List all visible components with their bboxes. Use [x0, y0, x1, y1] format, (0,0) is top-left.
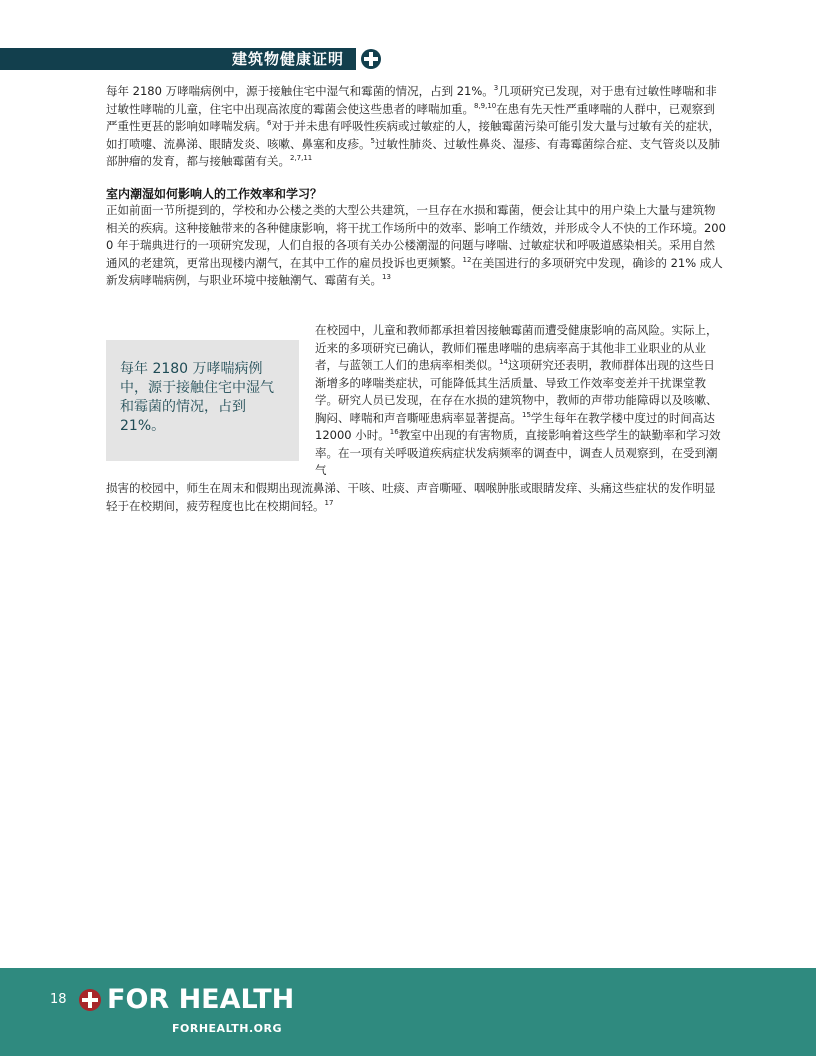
citation: 12 [462, 255, 472, 264]
citation: 6 [267, 119, 272, 128]
plus-circle-icon [360, 48, 382, 70]
paragraph-asthma-mold [106, 83, 726, 171]
paragraph-text: 教室中出现的有害物质，直接影响着这些学生的缺勤率和学习效率。在一项有关呼吸道疾病症状发病频率的调查中，调查人员观察到，在受到潮气 [315, 428, 721, 477]
paragraph-text: 损害的校园中，师生在周末和假期出现流鼻涕、干咳、吐痰、声音嘶哑、咽喉肿胀或眼睛发痒、头痛这些症状的发作明显轻于在校期间，疲劳程度也比在校期间轻。 [106, 481, 716, 513]
paragraph-text: 在美国进行的多项研究中发现，确诊的 21% 成人新发病哮喘病例，与职业环境中接触潮气、霉菌有关。 [106, 255, 723, 287]
paragraph-schools-continued [106, 480, 726, 515]
page-number: 18 [50, 992, 67, 1007]
citation: 16 [389, 428, 399, 437]
paragraph-text: 在患有先天性严重哮喘的人群中，已观察到严重性更甚的影响如哮喘发病。 [106, 101, 715, 133]
paragraph-text: 过敏性肺炎、过敏性鼻炎、湿疹、有毒霉菌综合症、支气管炎以及肺部肿瘤的发育，都与接触霉菌有关。 [106, 136, 720, 168]
section-heading: 室内潮湿如何影响人的工作效率和学习？ [106, 187, 323, 201]
paragraph-text: 正如前面一节所提到的，学校和办公楼之类的大型公共建筑，一旦存在水损和霉菌，便会让其中的用户染上大量与建筑物相关的疾病。这种接触带来的各种健康影响，将干扰工作场所中的效率、影响工作绩效，并形成令人不快的工作环境。2000 年于瑞典进行的一项研究发现，人们自报的各项有关办公楼潮湿的问题与哮喘、过敏症状和呼吸道感染相关。采用自然通风的老建筑，更常出现楼内潮气，在其中工作的雇员投诉也更频繁。 [106, 203, 726, 270]
citation: 17 [324, 498, 334, 507]
paragraph-text: 几项研究已发现，对于患有过敏性哮喘和非过敏性哮喘的儿童，住宅中出现高浓度的霉菌会使这些患者的哮喘加重。 [106, 84, 717, 116]
plus-circle-icon [78, 988, 102, 1012]
citation: 5 [370, 136, 375, 145]
citation: 8,9,10 [474, 101, 497, 110]
paragraph-schools [315, 322, 725, 480]
paragraph-workplace [106, 202, 726, 290]
header-bar [0, 48, 356, 70]
pull-quote-box [106, 340, 299, 461]
paragraph-text: 在校园中，儿童和教师都承担着因接触霉菌而遭受健康影响的高风险。实际上，近来的多项研究已确认，教师们罹患哮喘的患病率高于其他非工业职业的从业者，与蓝领工人们的患病率相类似。 [315, 323, 718, 372]
website-link[interactable]: FORHEALTH.ORG [172, 1022, 282, 1035]
page-header-title: 建筑物健康证明 [231, 50, 344, 68]
footer-bar [0, 968, 816, 1056]
brand-logo-text: FOR HEALTH [107, 984, 295, 1015]
citation: 15 [522, 410, 531, 419]
citation: 3 [493, 84, 499, 93]
paragraph-text: 每年 2180 万哮喘病例中，源于接触住宅中湿气和霉菌的情况，占到 21%。 [106, 84, 494, 98]
citation: 2,7,11 [290, 154, 313, 163]
paragraph-text: 对于并未患有呼吸性疾病或过敏症的人，接触霉菌污染可能引发大量与过敏有关的症状，如打喷嚏、流鼻涕、眼睛发炎、咳嗽、鼻塞和皮疹。 [106, 119, 720, 151]
citation: 13 [382, 273, 391, 282]
paragraph-text: 这项研究还表明，教师群体出现的这些日渐增多的哮喘类症状，可能降低其生活质量、导致工作效率变差并干扰课堂教学。研究人员已发现，在存在水损的建筑物中，教师的声带功能障碍以及咳嗽、胸闷、哮喘和声音嘶哑患病率显著提高。 [315, 358, 718, 425]
pull-quote-text: 每年 2180 万哮喘病例中，源于接触住宅中湿气和霉菌的情况，占到 21%。 [120, 361, 274, 434]
citation: 14 [499, 358, 508, 367]
paragraph-text: 学生每年在教学楼中度过的时间高达 12000 小时。 [315, 410, 715, 442]
